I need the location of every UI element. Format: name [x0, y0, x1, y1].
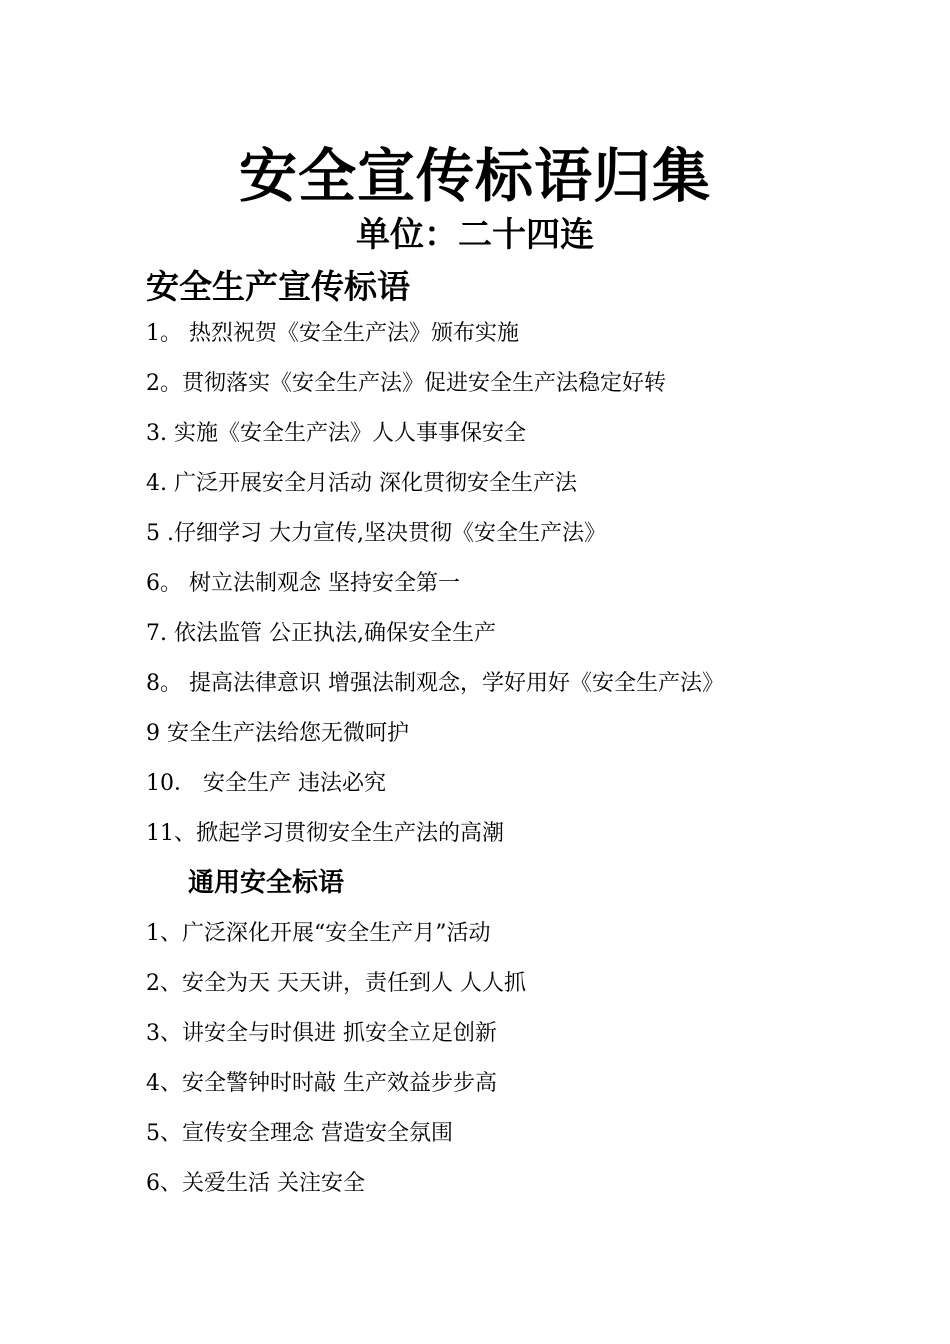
- section-heading-safety-production: 安全生产宣传标语: [146, 267, 410, 306]
- list-item: 9 安全生产法给您无微呵护: [146, 721, 409, 746]
- list-item: 7. 依法监管 公正执法,确保安全生产: [146, 621, 496, 646]
- list-item: 5、宣传安全理念 营造安全氛围: [146, 1121, 453, 1146]
- document-title: 安全宣传标语归集: [238, 142, 711, 210]
- list-item: 6、关爱生活 关注安全: [146, 1171, 365, 1196]
- list-item: 6。 树立法制观念 坚持安全第一: [146, 571, 460, 596]
- list-item: 1。 热烈祝贺《安全生产法》颁布实施: [146, 321, 519, 346]
- slogan-list-general-safety: [146, 914, 526, 1214]
- list-item: 10． 安全生产 违法必究: [146, 771, 386, 796]
- list-item: 3. 实施《安全生产法》人人事事保安全: [146, 421, 526, 446]
- list-item: 3、讲安全与时俱进 抓安全立足创新: [146, 1021, 497, 1046]
- unit-line: 单位：二十四连: [356, 215, 594, 255]
- list-item: 4. 广泛开展安全月活动 深化贯彻安全生产法: [146, 471, 577, 496]
- list-item: 4、安全警钟时时敲 生产效益步步高: [146, 1071, 497, 1096]
- list-item: 5 .仔细学习 大力宣传,坚决贯彻《安全生产法》: [146, 521, 606, 546]
- list-item: 2、安全为天 天天讲，责任到人 人人抓: [146, 971, 526, 996]
- section-heading-general-safety: 通用安全标语: [188, 868, 345, 898]
- list-item: 11、掀起学习贯彻安全生产法的高潮: [146, 821, 504, 846]
- list-item: 8。 提高法律意识 增强法制观念，学好用好《安全生产法》: [146, 671, 724, 696]
- slogan-list-safety-production: [146, 314, 724, 864]
- list-item: 2。贯彻落实《安全生产法》促进安全生产法稳定好转: [146, 371, 666, 396]
- list-item: 1、广泛深化开展“安全生产月”活动: [146, 921, 491, 946]
